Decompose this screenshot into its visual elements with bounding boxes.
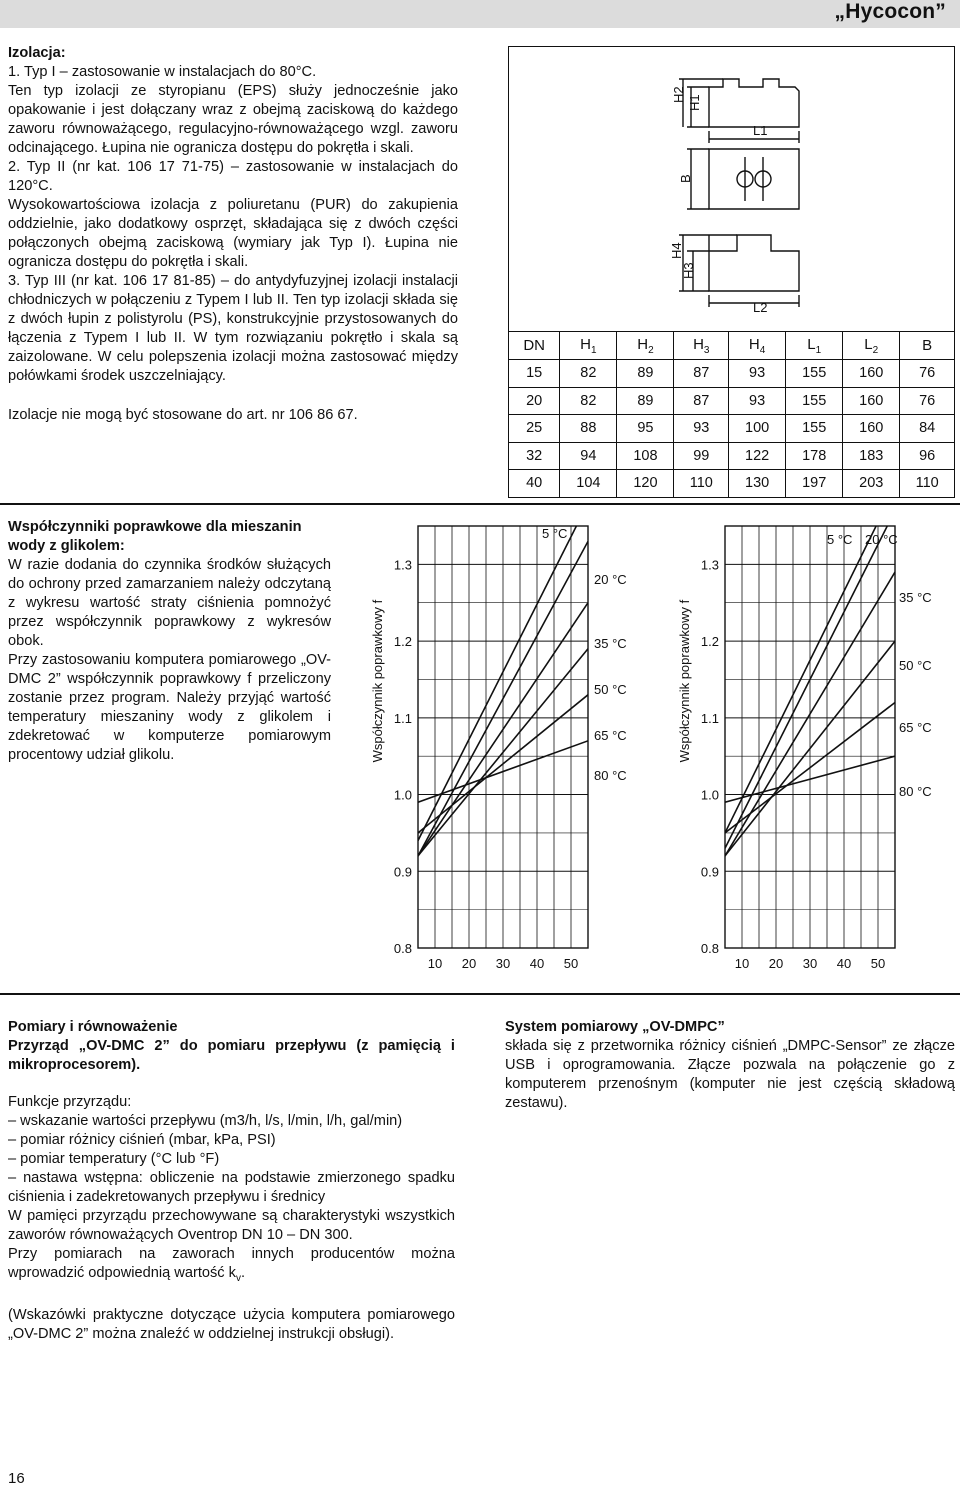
table-cell: 203 — [843, 470, 900, 498]
x-tick-label: 30 — [802, 956, 818, 968]
brand-name: „Hycocon” — [834, 0, 946, 23]
table-cell: 120 — [617, 470, 674, 498]
series-label: 80 °C — [899, 784, 932, 799]
table-cell: 100 — [729, 415, 786, 443]
table-cell: 88 — [560, 415, 617, 443]
y-axis-label: Współczynnik poprawkowy f — [370, 599, 385, 763]
series-label: 80 °C — [594, 768, 627, 783]
dimensions-table — [508, 331, 955, 498]
chart-grid — [725, 526, 895, 948]
dimension-diagram-box — [508, 46, 955, 332]
insulation-section — [8, 44, 458, 425]
y-tick-label: 1.2 — [700, 634, 719, 650]
y-tick-label: 0.9 — [700, 864, 719, 880]
series-label: 20 °C — [865, 532, 898, 547]
functions-title: Funkcje przyrządu: — [8, 1094, 132, 1110]
table-cell: 32 — [509, 442, 560, 470]
table-header-cell: $L_2$ — [843, 332, 900, 360]
divider-1 — [0, 503, 960, 505]
insulation-type-2-text: Wysokowartościowa izolacja z poliuretanu (PUR) do zakupienia oddzielnie, jako dodatkowy osprzęt, składająca się z dwóch części połączonych obejmą zaciskową (wymiary jak Typ I). Łupina nie ogranicza dostępu do pokrętła i skali. — [8, 197, 458, 270]
table-cell: 110 — [900, 470, 955, 498]
x-tick-label: 40 — [836, 956, 852, 968]
table-cell: 155 — [786, 415, 843, 443]
table-header-cell: $H_3$ — [674, 332, 729, 360]
insulation-type-1-text: Ten typ izolacji ze styropianu (EPS) służy jednocześnie jako opakowanie i jest dołączany wraz z obejmą zaciskową do każdego zaworu równoważącego, regulacyjno-równoważącego wzgl. zaworu odcinającego. Łupina nie ogranicza dostępu do pokrętła i skali. — [8, 83, 458, 156]
table-header-cell: $L_1$ — [786, 332, 843, 360]
series-label: 35 °C — [899, 590, 932, 605]
table-header-cell: $H_1$ — [560, 332, 617, 360]
series-label: 5 °C — [827, 532, 853, 547]
table-cell: 160 — [843, 387, 900, 415]
table-cell: 40 — [509, 470, 560, 498]
page-number: 16 — [8, 1470, 25, 1487]
system-title: System pomiarowy „OV-DMPC” — [505, 1019, 725, 1035]
y-axis-label: Współczynnik poprawkowy f — [677, 599, 692, 763]
function-item: – nastawa wstępna: obliczenie na podstawie zmierzonego spadku ciśnienia i zadekretowanych przepływu i średnicy — [8, 1170, 455, 1205]
table-cell: 108 — [617, 442, 674, 470]
x-tick-label: 30 — [495, 956, 511, 968]
table-cell: 93 — [729, 387, 786, 415]
x-tick-label: 20 — [768, 956, 784, 968]
table-cell: 95 — [617, 415, 674, 443]
table-cell: 87 — [674, 360, 729, 388]
table-header-cell: B — [900, 332, 955, 360]
label-l1: L1 — [753, 123, 768, 138]
glycol-text-1: W razie dodania do czynnika środków służących do ochrony przed zamarzaniem należy odczytaną z wykresu wartość straty ciśnienia pomnożyć przez współczynnik poprawkowy z wykresów obok. — [8, 557, 331, 649]
label-l2: L2 — [753, 300, 768, 315]
table-cell: 110 — [674, 470, 729, 498]
system-text: składa się z przetwornika różnicy ciśnień „DMPC-Sensor” ze złącze USB i oprogramowania. Złącze pozwala na połączenie go z komputerem przenośnym (komputer nie jest częścią składową zestawu). — [505, 1038, 955, 1111]
function-item: – pomiar temperatury (°C lub °F) — [8, 1151, 220, 1167]
other-manufacturers-text: Przy pomiarach na zaworach innych producentów można wprowadzić odpowiednią wartość $k_v$. — [8, 1246, 455, 1284]
y-tick-label: 1.1 — [393, 710, 412, 726]
series-label: 50 °C — [594, 682, 627, 697]
table-cell: 93 — [674, 415, 729, 443]
table-cell: 82 — [560, 387, 617, 415]
series-label: 65 °C — [899, 720, 932, 735]
series-label: 50 °C — [899, 658, 932, 673]
series-label: 65 °C — [594, 728, 627, 743]
table-cell: 122 — [729, 442, 786, 470]
system-section — [505, 1018, 955, 1113]
table-cell: 76 — [900, 387, 955, 415]
label-h4: H4 — [669, 242, 684, 259]
table-cell: 197 — [786, 470, 843, 498]
insulation-title: Izolacja: — [8, 45, 66, 61]
glycol-text-2: Przy zastosowaniu komputera pomiarowego „OV-DMC 2” współczynnik poprawkowy f przeliczony zostanie przez program. Należy przyjąć wartość temperatury mieszaniny wody z glikolem i zdekretować w komputerze pomiarowym procentowy udział glikolu. — [8, 652, 331, 763]
table-cell: 178 — [786, 442, 843, 470]
function-item: – pomiar różnicy ciśnień (mbar, kPa, PSI) — [8, 1132, 276, 1148]
table-cell: 89 — [617, 360, 674, 388]
label-h2: H2 — [671, 86, 686, 103]
table-cell: 25 — [509, 415, 560, 443]
table-cell: 96 — [900, 442, 955, 470]
glycol-chart-right — [675, 518, 960, 968]
table-cell: 99 — [674, 442, 729, 470]
y-tick-label: 0.8 — [393, 941, 412, 956]
table-cell: 15 — [509, 360, 560, 388]
table-cell: 160 — [843, 415, 900, 443]
table-cell: 104 — [560, 470, 617, 498]
table-cell: 155 — [786, 360, 843, 388]
table-row — [509, 470, 955, 498]
function-item: – wskazanie wartości przepływu (m3/h, l/s, l/min, l/h, gal/min) — [8, 1113, 403, 1129]
insulation-note: Izolacje nie mogą być stosowane do art. nr 106 86 67. — [8, 407, 358, 423]
insulation-type-1: 1. Typ I – zastosowanie w instalacjach do 80°C. — [8, 64, 317, 80]
header-bar — [0, 0, 960, 28]
x-tick-label: 40 — [529, 956, 545, 968]
x-tick-label: 20 — [461, 956, 477, 968]
y-tick-label: 1.3 — [700, 557, 719, 573]
insulation-type-3: 3. Typ III (nr kat. 106 17 81-85) – do antydyfuzyjnej izolacji instalacji chłodniczych w połączeniu z Typem I lub II. Ten typ izolacji składa się z dwóch łupin z polistyrolu (PS), konstrukcyjnie przystosowanych do łączenia z Typem I lub II. W tym rozwiązaniu pokrętło i skala są zaizolowane. W celu polepszenia izolacji można zastosować między połówkami środek uszczelniający. — [8, 273, 458, 384]
y-tick-label: 0.8 — [700, 941, 719, 956]
table-cell: 130 — [729, 470, 786, 498]
table-cell: 183 — [843, 442, 900, 470]
insulation-type-2: 2. Typ II (nr kat. 106 17 71-75) – zastosowanie w instalacjach do 120°C. — [8, 159, 458, 194]
label-h1: H1 — [687, 94, 702, 111]
table-cell: 87 — [674, 387, 729, 415]
table-cell: 94 — [560, 442, 617, 470]
table-header-cell: $H_2$ — [617, 332, 674, 360]
table-cell: 76 — [900, 360, 955, 388]
table-row — [509, 442, 955, 470]
insulation-diagram — [509, 47, 954, 331]
glycol-title: Współczynniki poprawkowe dla mieszanin wody z glikolem: — [8, 519, 302, 554]
functions-list — [8, 1112, 455, 1207]
y-tick-label: 1.1 — [700, 710, 719, 726]
table-cell: 155 — [786, 387, 843, 415]
divider-2 — [0, 993, 960, 995]
glycol-chart-left — [368, 518, 663, 968]
glycol-section — [8, 518, 331, 765]
series-label: 5 °C — [542, 526, 568, 541]
table-cell: 20 — [509, 387, 560, 415]
measurement-section — [8, 1018, 455, 1344]
y-tick-label: 1.3 — [393, 557, 412, 573]
x-tick-label: 50 — [563, 956, 579, 968]
measurement-title: Pomiary i równoważenie — [8, 1019, 178, 1035]
series-label: 35 °C — [594, 636, 627, 651]
table-cell: 93 — [729, 360, 786, 388]
table-cell: 160 — [843, 360, 900, 388]
table-header-cell: $H_4$ — [729, 332, 786, 360]
x-tick-label: 50 — [870, 956, 886, 968]
measurement-subtitle: Przyrząd „OV-DMC 2” do pomiaru przepływu (z pamięcią i mikroprocesorem). — [8, 1038, 455, 1073]
y-tick-label: 1.0 — [393, 787, 412, 803]
table-cell: 84 — [900, 415, 955, 443]
table-row — [509, 360, 955, 388]
x-tick-label: 10 — [427, 956, 443, 968]
memory-text: W pamięci przyrządu przechowywane są charakterystyki wszystkich zaworów równoważących Oventrop DN 10 – DN 300. — [8, 1208, 455, 1243]
table-row — [509, 415, 955, 443]
series-label: 20 °C — [594, 572, 627, 587]
y-tick-label: 0.9 — [393, 864, 412, 880]
y-tick-label: 1.0 — [700, 787, 719, 803]
table-cell: 89 — [617, 387, 674, 415]
label-b: B — [678, 174, 693, 183]
table-header-row — [509, 332, 955, 360]
y-tick-label: 1.2 — [393, 634, 412, 650]
x-tick-label: 10 — [734, 956, 750, 968]
table-header-cell: DN — [509, 332, 560, 360]
table-cell: 82 — [560, 360, 617, 388]
table-row — [509, 387, 955, 415]
label-h3: H3 — [681, 262, 696, 279]
hint-text: (Wskazówki praktyczne dotyczące użycia komputera pomiarowego „OV-DMC 2” można znaleźć w oddzielnej instrukcji obsługi). — [8, 1306, 455, 1342]
